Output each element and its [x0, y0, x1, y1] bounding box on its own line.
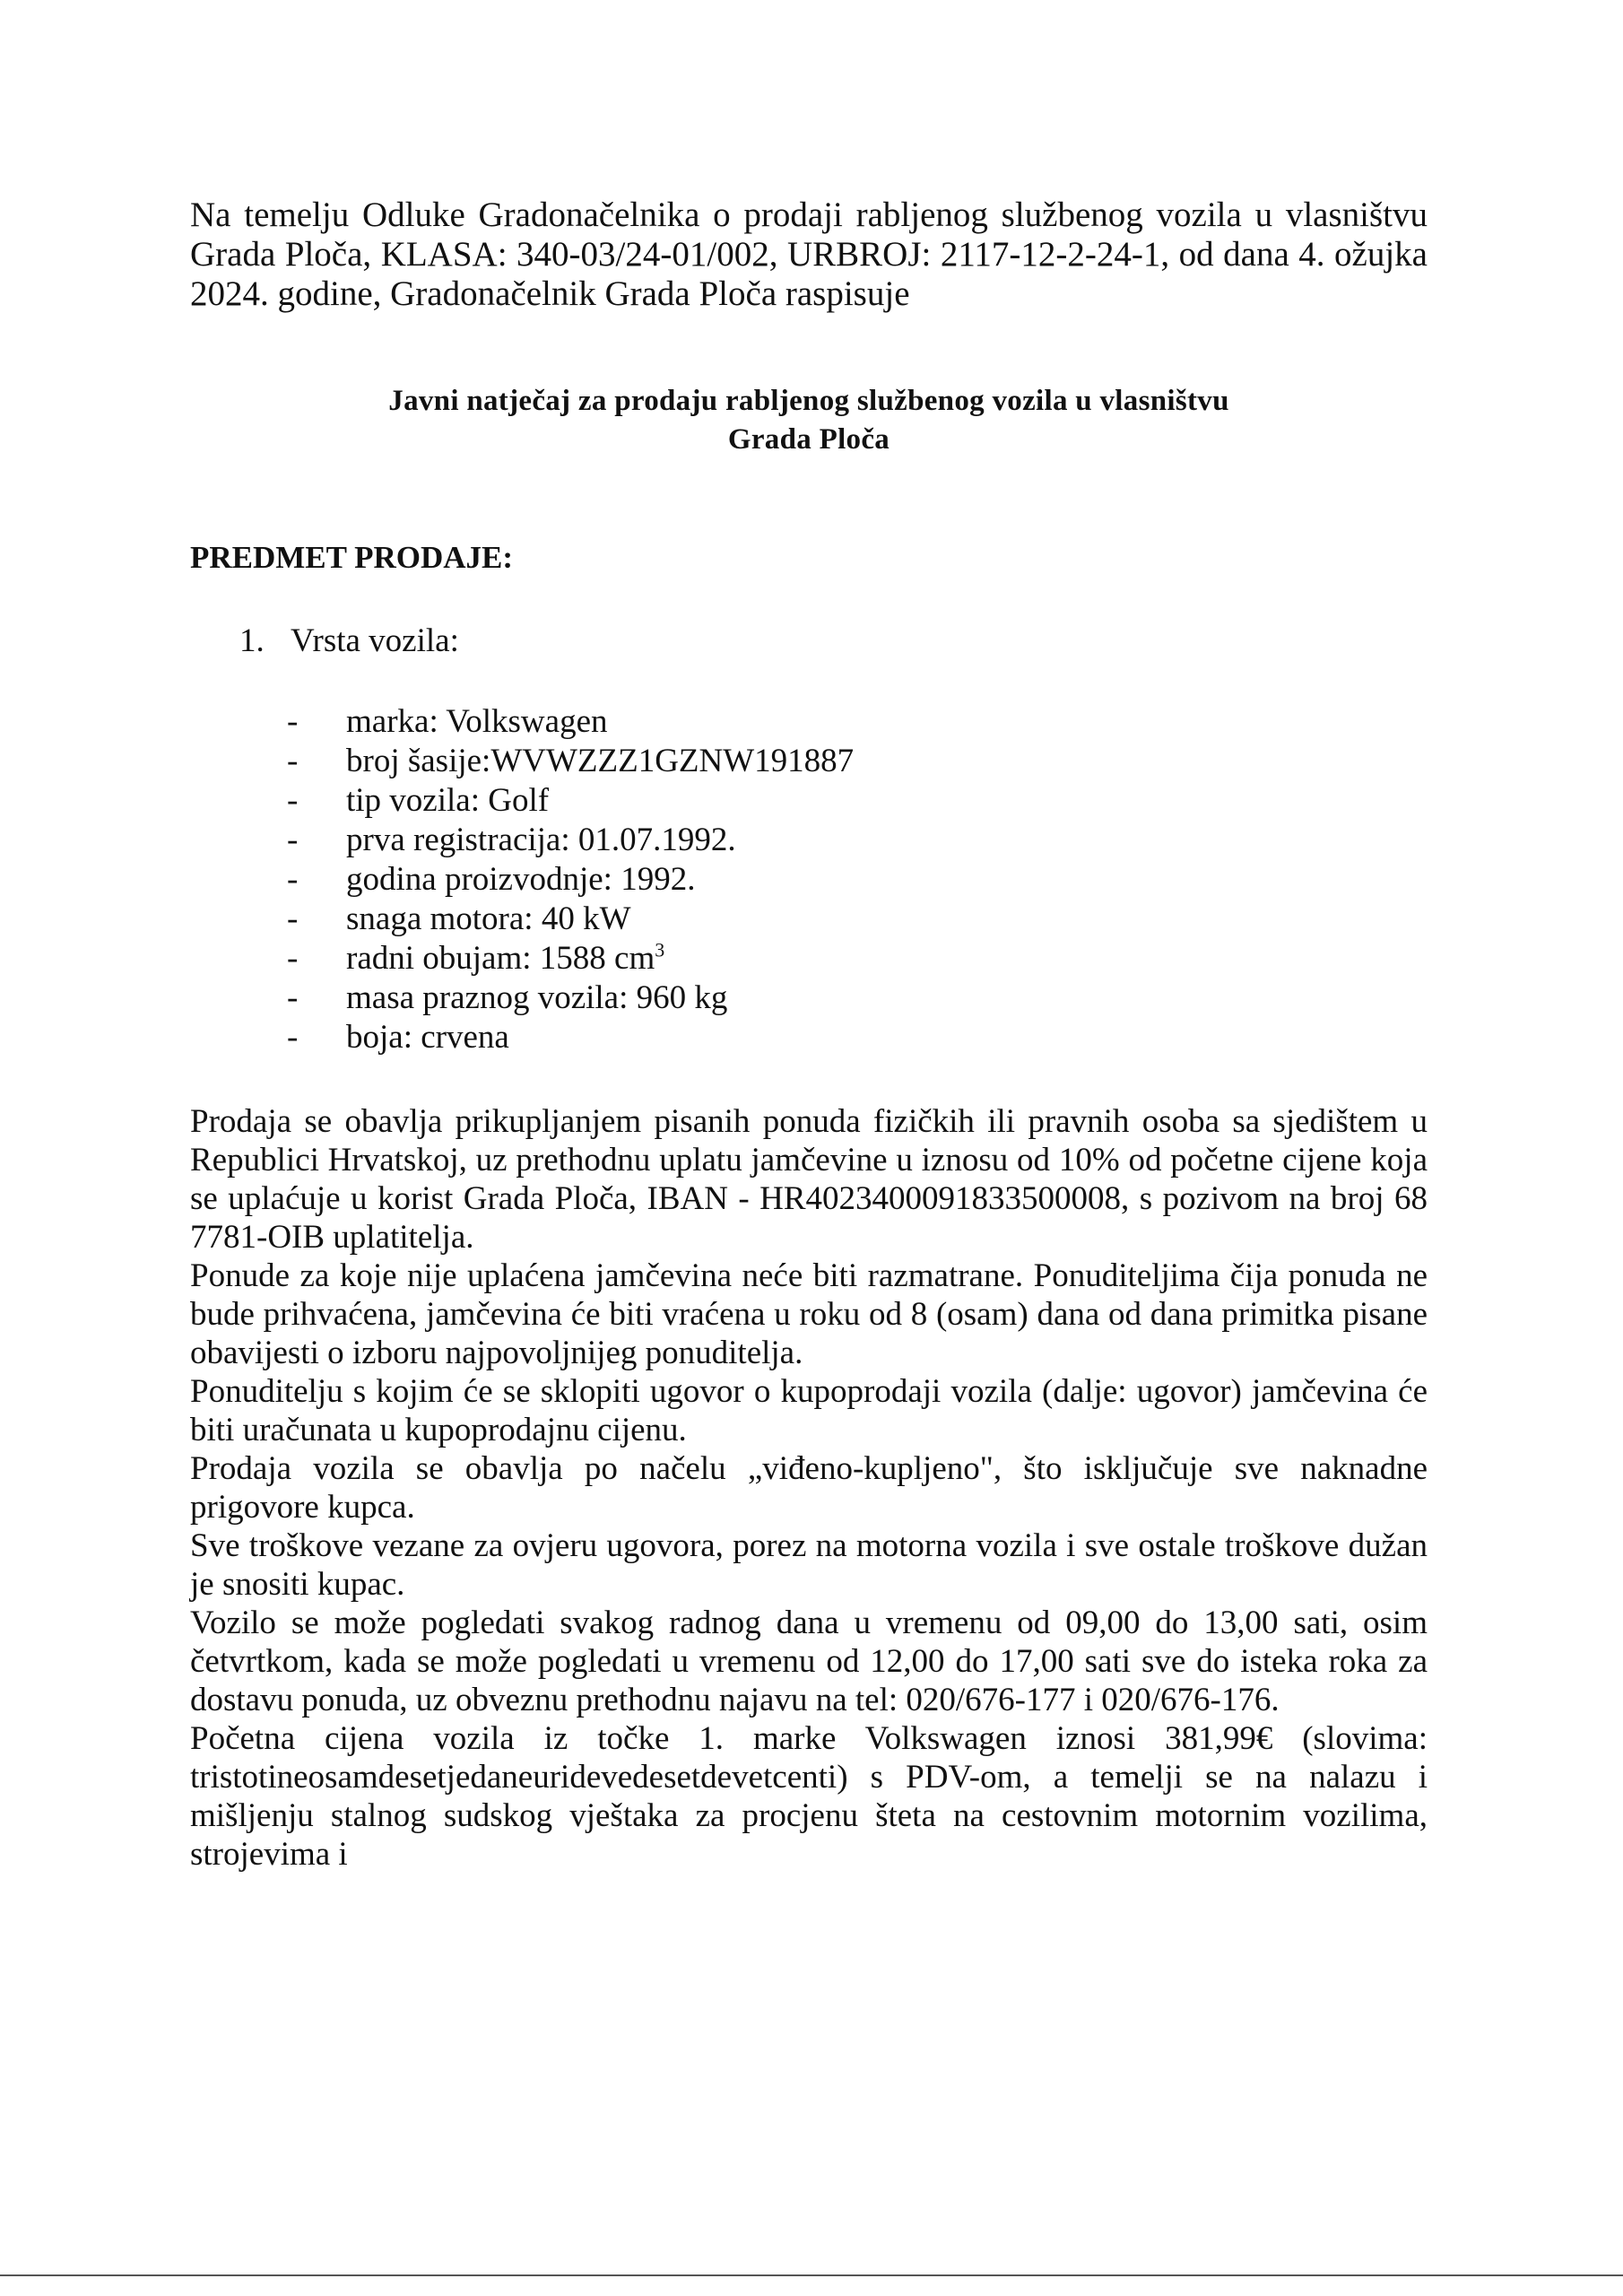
bullet-dash: -: [287, 979, 299, 1016]
spec-item: [190, 900, 1428, 939]
bullet-dash: -: [287, 822, 299, 858]
spec-text: masa praznog vozila: 960 kg: [346, 979, 728, 1016]
body-paragraph: Vozilo se može pogledati svakog radnog dana u vremenu od 09,00 do 13,00 sati, osim četvrtkom, kada se može pogledati u vremenu od 12,00 do 17,00 sati sve do isteka roka za dostavu ponuda, uz obveznu prethodnu najavu na tel: 020/676-177 i 020/676-176.: [190, 1605, 1428, 1718]
spec-item: [190, 781, 1428, 821]
spec-item: [190, 742, 1428, 781]
spec-text: broj šasije:WVWZZZ1GZNW191887: [346, 743, 855, 779]
superscript-3: 3: [655, 938, 665, 961]
spec-text: godina proizvodnje: 1992.: [346, 861, 696, 898]
spec-item: [190, 860, 1428, 900]
spec-text: snaga motora: 40 kW: [346, 900, 631, 937]
spec-text: marka: Volkswagen: [346, 703, 608, 740]
document-title: [190, 382, 1428, 459]
item-heading: [239, 622, 1428, 660]
body-paragraph: Prodaja vozila se obavlja po načelu „viđeno-kupljeno", što isključuje sve naknadne prigovore kupca.: [190, 1450, 1428, 1526]
spec-text: radni obujam: 1588 cm: [346, 940, 655, 977]
body-paragraph: Ponuditelju s kojim će se sklopiti ugovor o kupoprodaji vozila (dalje: ugovor) jamčevina će biti uračunata u kupoprodajnu cijenu.: [190, 1373, 1428, 1448]
scan-bottom-edge: [0, 2274, 1623, 2276]
bullet-dash: -: [287, 1019, 299, 1056]
spec-item: [190, 978, 1428, 1018]
spec-item: [190, 1018, 1428, 1057]
title-line-2: Grada Ploča: [727, 423, 890, 456]
document-page: [190, 196, 1428, 1874]
bullet-dash: -: [287, 782, 299, 819]
body-paragraph: Početna cijena vozila iz točke 1. marke Volkswagen iznosi 381,99€ (slovima: tristotineosamdesetjedaneuridevedesetdevetcenti) s PDV-om, a temelji se na nalazu i mišljenju stalnog sudskog vještaka za procjenu šteta na cestovnim motornim vozilima, strojevima i: [190, 1720, 1428, 1873]
bullet-dash: -: [287, 861, 299, 898]
bullet-dash: -: [287, 940, 299, 977]
spec-item: [190, 939, 1428, 978]
section-heading: PREDMET PRODAJE:: [190, 540, 514, 575]
title-line-1: Javni natječaj za prodaju rabljenog službenog vozila u vlasništvu: [388, 385, 1229, 417]
body-paragraph: Ponude za koje nije uplaćena jamčevina neće biti razmatrane. Ponuditeljima čija ponuda ne bude prihvaćena, jamčevina će biti vraćena u roku od 8 (osam) dana od dana primitka pisane obavijesti o izboru najpovoljnijeg ponuditelja.: [190, 1257, 1428, 1371]
vehicle-spec-list: [190, 702, 1428, 1057]
spec-item: [190, 702, 1428, 742]
spec-text: tip vozila: Golf: [346, 782, 550, 819]
item-label: Vrsta vozila:: [291, 622, 459, 659]
body-text: [190, 1102, 1428, 1874]
body-paragraph: Sve troškove vezane za ovjeru ugovora, porez na motorna vozila i sve ostale troškove dužan je snositi kupac.: [190, 1527, 1428, 1603]
item-number: 1.: [239, 622, 265, 659]
spec-text: boja: crvena: [346, 1019, 509, 1056]
bullet-dash: -: [287, 703, 299, 740]
intro-paragraph: Na temelju Odluke Gradonačelnika o prodaji rabljenog službenog vozila u vlasništvu Grada Ploča, KLASA: 340-03/24-01/002, URBROJ: 2117-12-2-24-1, od dana 4. ožujka 2024. godine, Gradonačelnik Grada Ploča raspisuje: [190, 196, 1428, 313]
spec-item: [190, 821, 1428, 860]
bullet-dash: -: [287, 900, 299, 937]
body-paragraph: Prodaja se obavlja prikupljanjem pisanih ponuda fizičkih ili pravnih osoba sa sjedištem u Republici Hrvatskoj, uz prethodnu uplatu jamčevine u iznosu od 10% od početne cijene koja se uplaćuje u korist Grada Ploča, IBAN - HR4023400091833500008, s pozivom na broj 68 7781-OIB uplatitelja.: [190, 1103, 1428, 1256]
spec-text: prva registracija: 01.07.1992.: [346, 822, 736, 858]
bullet-dash: -: [287, 743, 299, 779]
